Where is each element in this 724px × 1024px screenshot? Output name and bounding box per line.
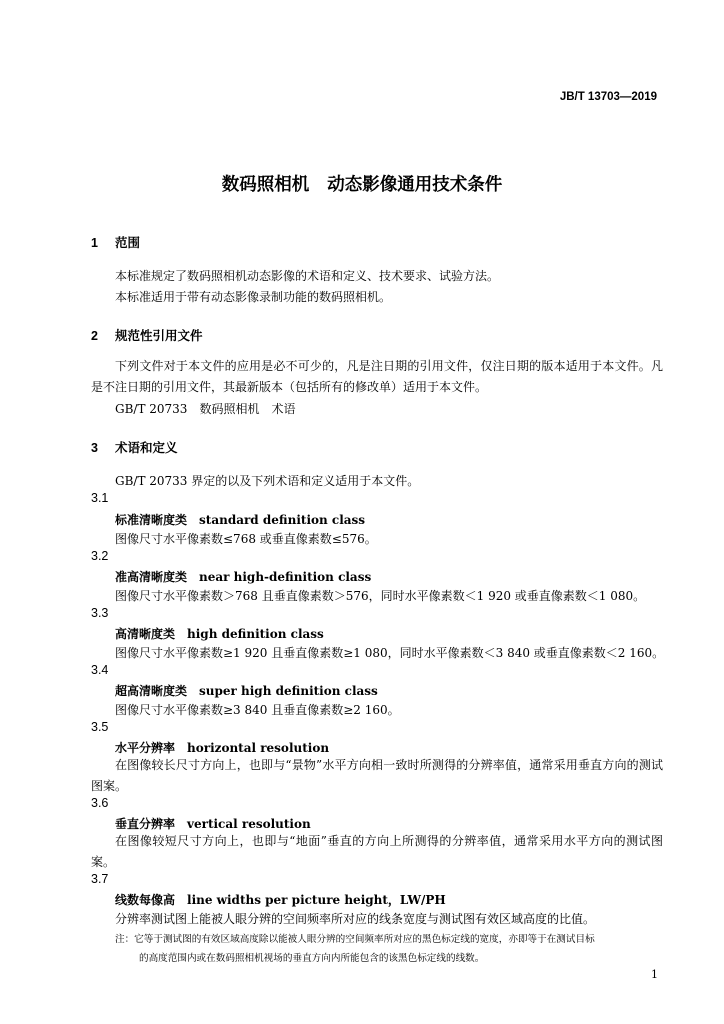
term-heading xyxy=(115,682,378,699)
note-line-2: 的高度范围内或在数码照相机视场的垂直方向内所能包含的该黑色标定线的线数。 xyxy=(139,953,485,964)
term-zh: 水平分辨率 xyxy=(115,741,176,755)
term-en: high definition class xyxy=(187,627,324,641)
term-heading xyxy=(115,625,324,642)
term-number: 3.5 xyxy=(91,720,109,734)
term-zh: 超高清晰度类 xyxy=(115,684,188,698)
section-3-heading xyxy=(91,438,178,456)
term-en: vertical resolution xyxy=(187,817,311,831)
section-2-heading xyxy=(91,326,203,344)
term-number: 3.6 xyxy=(91,796,109,810)
normative-reference: GB/T 20733 数码照相机 术语 xyxy=(115,402,296,416)
term-en: standard definition class xyxy=(199,513,366,527)
term-zh: 高清晰度类 xyxy=(115,627,176,641)
term-heading xyxy=(115,568,371,585)
term-heading xyxy=(115,815,311,832)
term-number: 3.4 xyxy=(91,663,109,677)
section-1-heading xyxy=(91,233,140,251)
title-part1: 数码照相机 xyxy=(221,174,310,194)
term-zh: 准高清晰度类 xyxy=(115,570,188,584)
term-definition: 图像尺寸水平像素数≥1 920 且垂直像素数≥1 080，同时水平像素数＜3 840 或垂直像素数＜2 160。 xyxy=(115,646,665,660)
section-2-para-1: 下列文件对于本文件的应用是必不可少的，凡是注日期的引用文件，仅注日期的版本适用于本文件。凡是不注日期的引用文件，其最新版本（包括所有的修改单）适用于本文件。 xyxy=(91,359,663,394)
term-definition: 分辨率测试图上能被人眼分辨的空间频率所对应的线条宽度与测试图有效区域高度的比值。 xyxy=(115,912,596,926)
section-3-number: 3 xyxy=(91,441,98,455)
section-1-title: 范围 xyxy=(115,236,141,250)
term-number: 3.1 xyxy=(91,491,109,505)
term-number: 3.3 xyxy=(91,606,109,620)
term-definition: 图像尺寸水平像素数≥3 840 且垂直像素数≥2 160。 xyxy=(115,703,400,717)
term-en: horizontal resolution xyxy=(187,741,330,755)
term-en: near high-definition class xyxy=(199,570,372,584)
term-zh: 垂直分辨率 xyxy=(115,817,176,831)
term-number: 3.2 xyxy=(91,549,109,563)
term-en: line widths per picture height，LW/PH xyxy=(187,893,446,907)
section-2-title: 规范性引用文件 xyxy=(115,329,203,343)
section-1-number: 1 xyxy=(91,236,98,250)
document-number: JB/T 13703—2019 xyxy=(559,91,657,103)
note-line-1: 注：它等于测试图的有效区域高度除以能被人眼分辨的空间频率所对应的黑色标定线的宽度，亦即等于在测试目标 xyxy=(115,934,595,945)
section-2-number: 2 xyxy=(91,329,98,343)
page-number: 1 xyxy=(651,968,658,981)
term-en: super high definition class xyxy=(199,684,378,698)
section-1-para-2: 本标准适用于带有动态影像录制功能的数码照相机。 xyxy=(115,290,392,304)
term-definition: 在图像较短尺寸方向上，也即与“地面”垂直的方向上所测得的分辨率值，通常采用水平方向的测试图案。 xyxy=(91,834,663,869)
term-number: 3.7 xyxy=(91,872,109,886)
term-heading xyxy=(115,739,329,756)
term-heading xyxy=(115,511,365,528)
term-definition: 在图像较长尺寸方向上，也即与“景物”水平方向相一致时所测得的分辨率值，通常采用垂直方向的测试图案。 xyxy=(91,758,663,793)
term-heading xyxy=(115,891,446,908)
section-3-intro: GB/T 20733 界定的以及下列术语和定义适用于本文件。 xyxy=(115,474,420,488)
term-zh: 线数每像高 xyxy=(115,893,176,907)
section-1-para-1: 本标准规定了数码照相机动态影像的术语和定义、技术要求、试验方法。 xyxy=(115,269,500,283)
term-zh: 标准清晰度类 xyxy=(115,513,188,527)
title-part2: 动态影像通用技术条件 xyxy=(327,174,503,194)
document-title xyxy=(0,171,724,196)
section-3-title: 术语和定义 xyxy=(115,441,178,455)
term-definition: 图像尺寸水平像素数≤768 或垂直像素数≤576。 xyxy=(115,532,377,546)
term-definition: 图像尺寸水平像素数＞768 且垂直像素数＞576，同时水平像素数＜1 920 或垂直像素数＜1 080。 xyxy=(115,589,646,603)
